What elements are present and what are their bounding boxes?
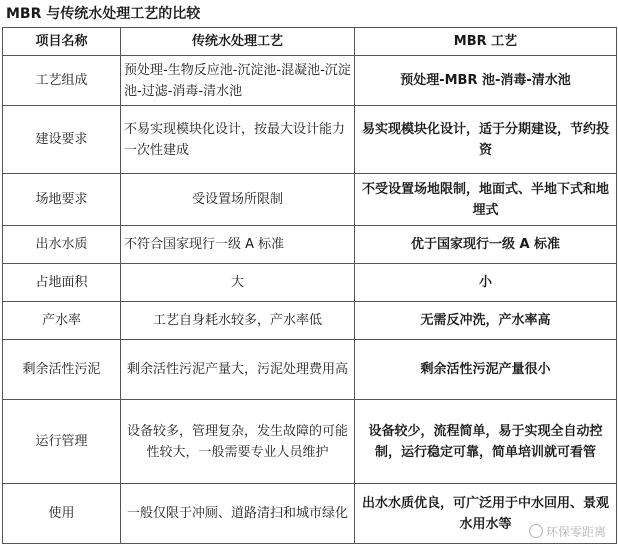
- watermark-text: 环保零距离: [545, 525, 606, 539]
- table-row: [3, 302, 617, 340]
- row-mbr: 无需反冲洗，产水率高: [355, 302, 617, 340]
- header-traditional: 传统水处理工艺: [121, 28, 355, 56]
- row-mbr: 预处理-MBR 池-消毒-清水池: [355, 56, 617, 106]
- row-traditional: 不易实现模块化设计，按最大设计能力一次性建成: [121, 106, 355, 174]
- row-mbr: 易实现模块化设计，适于分期建设，节约投资: [355, 106, 617, 174]
- table-row: [3, 106, 617, 174]
- row-mbr: 设备较少，流程简单，易于实现全自动控制，运行稳定可靠，简单培训就可看管: [355, 400, 617, 484]
- row-item: 工艺组成: [3, 56, 121, 106]
- comparison-table: [2, 27, 617, 544]
- row-item: 使用: [3, 484, 121, 544]
- table-row: [3, 484, 617, 544]
- row-item: 占地面积: [3, 264, 121, 302]
- row-traditional: 剩余活性污泥产量大，污泥处理费用高: [121, 340, 355, 400]
- table-row: [3, 174, 617, 226]
- row-mbr: 出水水质优良，可广泛用于中水回用、景观水用水等: [355, 484, 617, 544]
- row-item: 运行管理: [3, 400, 121, 484]
- row-traditional: 工艺自身耗水较多，产水率低: [121, 302, 355, 340]
- header-mbr: MBR 工艺: [355, 28, 617, 56]
- row-item: 场地要求: [3, 174, 121, 226]
- watermark: [529, 523, 606, 540]
- row-mbr: 不受设置场地限制，地面式、半地下式和地埋式: [355, 174, 617, 226]
- row-mbr: 小: [355, 264, 617, 302]
- table-row: [3, 226, 617, 264]
- table-row: [3, 56, 617, 106]
- row-traditional: 设备较多，管理复杂，发生故障的可能性较大，一般需要专业人员维护: [121, 400, 355, 484]
- row-mbr: 剩余活性污泥产量很小: [355, 340, 617, 400]
- row-traditional: 受设置场所限制: [121, 174, 355, 226]
- table-header-row: [3, 28, 617, 56]
- row-item: 剩余活性污泥: [3, 340, 121, 400]
- wechat-icon: [529, 524, 543, 538]
- row-traditional: 大: [121, 264, 355, 302]
- row-mbr: 优于国家现行一级 A 标准: [355, 226, 617, 264]
- table-caption: MBR 与传统水处理工艺的比较: [6, 6, 201, 22]
- table-row: [3, 340, 617, 400]
- row-item: 产水率: [3, 302, 121, 340]
- row-item: 出水水质: [3, 226, 121, 264]
- header-item-name: 项目名称: [3, 28, 121, 56]
- table-row: [3, 400, 617, 484]
- row-traditional: 预处理-生物反应池-沉淀池-混凝池-沉淀池-过滤-消毒-清水池: [121, 56, 355, 106]
- row-traditional: 不符合国家现行一级 A 标准: [121, 226, 355, 264]
- row-item: 建设要求: [3, 106, 121, 174]
- table-row: [3, 264, 617, 302]
- row-traditional: 一般仅限于冲厕、道路清扫和城市绿化: [121, 484, 355, 544]
